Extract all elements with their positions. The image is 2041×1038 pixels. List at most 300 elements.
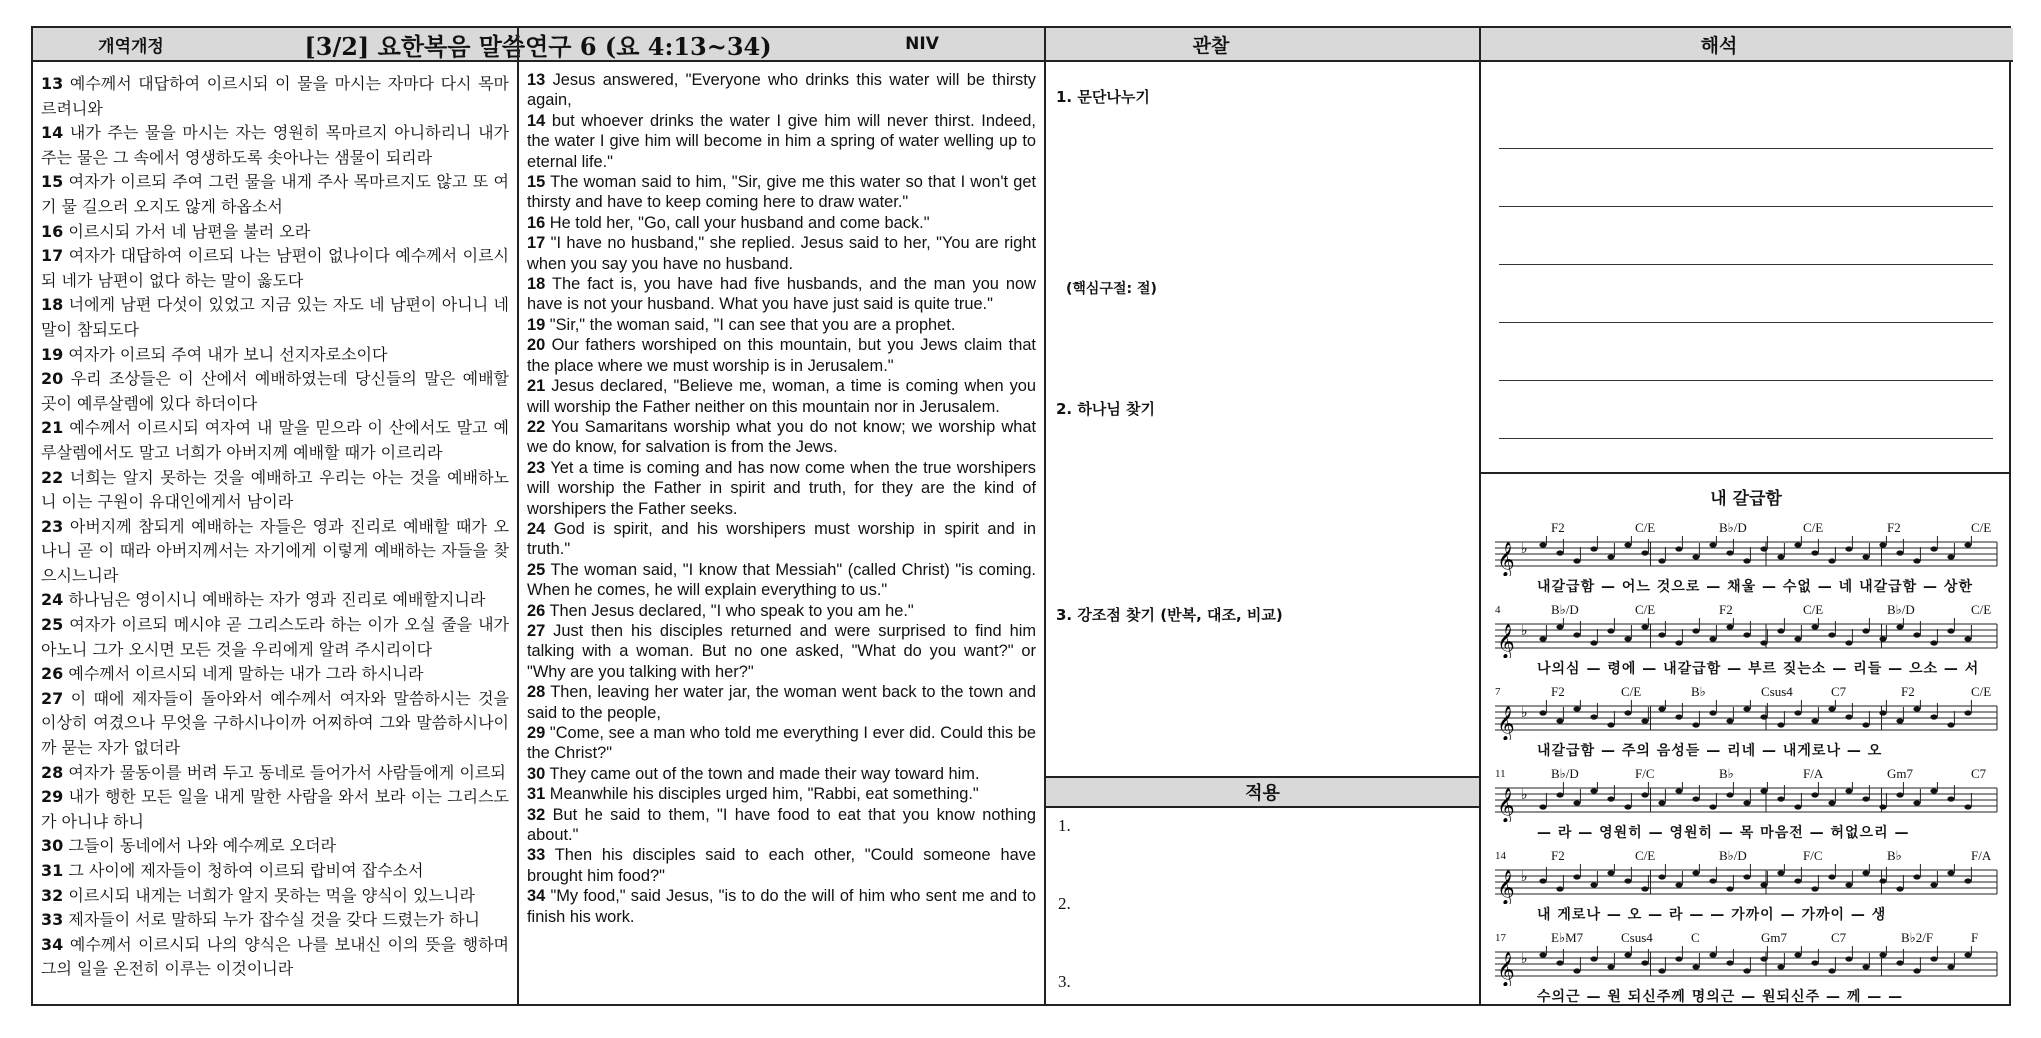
music-staff — [1481, 536, 2011, 576]
note-head — [1794, 804, 1801, 809]
note-head — [1913, 706, 1920, 711]
note-head — [1726, 718, 1733, 723]
verse-number: 28 — [41, 762, 64, 782]
verse-text: The fact is, you have had five husbands, and the man you now have is not your husband. What you have just said is quite true." — [527, 275, 1036, 314]
chord-symbol: C/E — [1971, 602, 1992, 617]
note-head — [1845, 640, 1852, 645]
verse-number: 30 — [41, 836, 64, 856]
verse-number: 25 — [41, 615, 64, 635]
emphasis-prompt: 3. 강조점 찾기 (반복, 대조, 비교) — [1056, 606, 1283, 624]
chord-symbol: B♭/D — [1887, 602, 1915, 617]
verse-number: 32 — [527, 805, 546, 824]
note-head — [1675, 640, 1682, 645]
verse-text: They came out of the town and made their way toward him. — [549, 764, 980, 783]
note-head — [1709, 878, 1716, 883]
flat-key-icon: ♭ — [1521, 705, 1528, 721]
note-head — [1930, 956, 1937, 961]
note-head — [1709, 710, 1716, 715]
music-staff — [1481, 782, 2011, 822]
note-head — [1556, 718, 1563, 723]
song-title: 내 갈급함 — [1710, 489, 1782, 509]
verse-text: 여자가 이르되 주여 내가 보니 선지자로소이다 — [68, 344, 388, 364]
note-head — [1777, 870, 1784, 875]
verse-number: 18 — [41, 295, 64, 315]
verse-text: 이 때에 제자들이 돌아와서 예수께서 여자와 말씀하시는 것을 이상히 여겼으나 무엇을 구하시나이까 어찌하여 그와 말씀하시나이까 묻는 자가 없더라 — [41, 688, 509, 758]
note-head — [1879, 804, 1886, 809]
note-head — [1641, 886, 1648, 891]
page-title: [3/2] 요한복음 말씀연구 6 (요 4:13~34) — [229, 28, 847, 62]
chord-symbol: C7 — [1831, 930, 1847, 945]
note-head — [1828, 632, 1835, 637]
interpretation-header: 해석 — [1425, 28, 2013, 62]
writing-line — [1499, 206, 1993, 207]
verse-number: 33 — [41, 910, 64, 930]
observation-column — [1046, 64, 1479, 1006]
english-verse — [527, 845, 1036, 886]
note-head — [1624, 636, 1631, 641]
korean-verse — [41, 662, 509, 687]
chord-symbol: C/E — [1803, 602, 1824, 617]
korean-verse — [41, 859, 509, 884]
note-head — [1658, 706, 1665, 711]
music-staff — [1481, 946, 2011, 986]
note-head — [1828, 706, 1835, 711]
chord-symbol: C/E — [1803, 520, 1824, 535]
note-head — [1675, 714, 1682, 719]
note-head — [1862, 870, 1869, 875]
korean-verse — [41, 687, 509, 761]
verse-text: but whoever drinks the water I give him will never thirst. Indeed, the water I give him will become in him a spring of water welling up to eternal life." — [527, 111, 1036, 171]
note-head — [1607, 554, 1614, 559]
note-head — [1743, 968, 1750, 973]
verse-text: "I have no husband," she replied. Jesus said to her, "You are right when you say you have no husband. — [527, 234, 1036, 273]
note-head — [1743, 874, 1750, 879]
note-head — [1641, 624, 1648, 629]
chord-symbol: C/E — [1621, 684, 1642, 699]
verse-number: 15 — [41, 172, 64, 192]
note-head — [1879, 710, 1886, 715]
chord-symbol: F2 — [1551, 520, 1565, 535]
music-staff — [1481, 618, 2011, 658]
note-head — [1573, 874, 1580, 879]
chord-symbol: B♭/D — [1551, 766, 1579, 781]
treble-clef-icon: 𝄞 — [1497, 952, 1515, 986]
verse-number: 16 — [527, 213, 546, 232]
flat-key-icon: ♭ — [1521, 787, 1528, 803]
note-head — [1607, 628, 1614, 633]
chord-symbol: F2 — [1719, 602, 1733, 617]
note-head — [1845, 956, 1852, 961]
chord-symbol: C/E — [1971, 520, 1992, 535]
treble-clef-icon: 𝄞 — [1497, 624, 1515, 658]
note-head — [1964, 952, 1971, 957]
korean-verse — [41, 884, 509, 909]
note-head — [1709, 952, 1716, 957]
note-head — [1862, 964, 1869, 969]
verse-number: 15 — [527, 173, 546, 192]
verse-number: 22 — [527, 417, 546, 436]
chord-symbol: C/E — [1971, 684, 1992, 699]
verse-number: 29 — [41, 787, 64, 807]
note-head — [1760, 882, 1767, 887]
music-staff — [1481, 864, 2011, 904]
note-head — [1896, 550, 1903, 555]
flat-key-icon: ♭ — [1521, 951, 1528, 967]
note-head — [1726, 624, 1733, 629]
verse-number: 28 — [527, 683, 546, 702]
verse-text: 하나님은 영이시니 예배하는 자가 영과 진리로 예배할지니라 — [68, 590, 486, 610]
note-head — [1930, 788, 1937, 793]
note-head — [1556, 792, 1563, 797]
chord-symbol: B♭ — [1719, 766, 1734, 781]
chord-symbol: C/E — [1635, 520, 1656, 535]
note-head — [1862, 554, 1869, 559]
chord-symbol: B♭2/F — [1901, 930, 1934, 945]
korean-verse — [41, 220, 509, 245]
korean-verse — [41, 244, 509, 293]
korean-verse — [41, 785, 509, 834]
note-head — [1573, 800, 1580, 805]
note-head — [1777, 554, 1784, 559]
chord-symbol: F2 — [1887, 520, 1901, 535]
verse-number: 27 — [41, 688, 64, 708]
verse-number: 17 — [41, 246, 64, 266]
note-head — [1624, 878, 1631, 883]
chord-symbol: Gm7 — [1887, 766, 1913, 781]
verse-text: Then, leaving her water jar, the woman went back to the town and said to the people, — [527, 683, 1036, 722]
note-head — [1811, 624, 1818, 629]
note-head — [1794, 710, 1801, 715]
verse-number: 13 — [527, 71, 546, 89]
note-head — [1896, 718, 1903, 723]
note-head — [1964, 878, 1971, 883]
note-head — [1726, 792, 1733, 797]
note-head — [1658, 558, 1665, 563]
paragraph-division-prompt: 1. 문단나누기 — [1056, 88, 1150, 106]
verse-text: 여자가 대답하여 이르되 나는 남편이 없나이다 예수께서 이르시되 네가 남편이 없다 하는 말이 옳도다 — [41, 246, 509, 290]
verse-number: 24 — [527, 519, 546, 538]
note-head — [1930, 882, 1937, 887]
note-head — [1743, 706, 1750, 711]
note-head — [1539, 636, 1546, 641]
note-head — [1777, 628, 1784, 633]
verse-text: You Samaritans worship what you do not know; we worship what we do know, for salvation is from the Jews. — [527, 417, 1036, 457]
korean-verse — [41, 834, 509, 859]
chord-symbol: F/C — [1635, 766, 1655, 781]
verse-text: 너희는 알지 못하는 것을 예배하고 우리는 아는 것을 예배하노니 이는 구원이 유대인에게서 남이라 — [41, 467, 509, 512]
verse-number: 22 — [41, 467, 64, 487]
korean-verse — [41, 343, 509, 368]
note-head — [1777, 796, 1784, 801]
verse-text: Our fathers worshiped on this mountain, but you Jews claim that the place where we must worship is in Jerusalem." — [527, 336, 1036, 375]
verse-number: 34 — [527, 887, 546, 906]
verse-number: 16 — [41, 221, 64, 241]
chord-symbol: Csus4 — [1621, 930, 1653, 945]
note-head — [1964, 804, 1971, 809]
note-head — [1862, 796, 1869, 801]
korean-verse — [41, 761, 509, 786]
verse-text: God is spirit, and his worshipers must worship in spirit and in truth." — [527, 519, 1036, 559]
note-head — [1590, 546, 1597, 551]
english-verse — [527, 111, 1036, 172]
note-head — [1675, 882, 1682, 887]
verse-number: 20 — [527, 336, 546, 355]
note-head — [1624, 952, 1631, 957]
note-head — [1692, 722, 1699, 727]
note-head — [1828, 800, 1835, 805]
note-head — [1692, 870, 1699, 875]
verse-text: 너에게 남편 다섯이 있었고 지금 있는 자도 네 남편이 아니니 네 말이 참되도다 — [41, 295, 510, 339]
verse-text: 그들이 동네에서 나와 예수께로 오더라 — [68, 836, 336, 856]
verse-number: 31 — [41, 861, 64, 880]
english-text-column — [519, 64, 1044, 1006]
en-version-header: NIV — [847, 28, 997, 62]
verse-number: 23 — [41, 516, 64, 536]
note-head — [1947, 554, 1954, 559]
verse-text: 예수께서 이르시되 나의 양식은 나를 보내신 이의 뜻을 행하며 그의 일을 온전히 이루는 이것이니라 — [41, 934, 509, 979]
note-head — [1641, 792, 1648, 797]
verse-number: 24 — [41, 590, 64, 610]
english-verse — [527, 764, 1036, 784]
english-verse — [527, 213, 1036, 233]
english-verse — [527, 805, 1036, 846]
verse-text: Meanwhile his disciples urged him, "Rabbi, eat something." — [549, 785, 979, 804]
verse-text: 예수께서 대답하여 이르시되 이 물을 마시는 자마다 다시 목마르려니와 — [41, 74, 509, 118]
note-head — [1862, 628, 1869, 633]
korean-verse — [41, 466, 509, 515]
note-head — [1556, 886, 1563, 891]
english-verse — [527, 682, 1036, 723]
chord-symbol: F2 — [1551, 848, 1565, 863]
verse-text: 여자가 물동이를 버려 두고 동네로 들어가서 사람들에게 이르되 — [68, 762, 506, 782]
english-verse — [527, 417, 1036, 458]
verse-text: 예수께서 이르시되 여자여 내 말을 믿으라 이 산에서도 말고 예루살렘에서도 말고 너희가 아버지께 예배할 때가 이르리라 — [41, 418, 509, 462]
note-head — [1573, 558, 1580, 563]
ko-version-header: 개역개정 — [33, 28, 229, 62]
note-head — [1879, 952, 1886, 957]
korean-verse — [41, 908, 509, 933]
verse-number: 18 — [527, 275, 546, 294]
note-head — [1709, 804, 1716, 809]
writing-line — [1499, 148, 1993, 149]
note-head — [1709, 542, 1716, 547]
english-verse — [527, 784, 1036, 804]
lyric-line: 내갈급함 — 주의 음성듣 — 리네 — 내게로나 — 오 — [1537, 743, 1883, 759]
treble-clef-icon: 𝄞 — [1497, 542, 1515, 576]
verse-number: 21 — [527, 377, 546, 396]
writing-line — [1499, 322, 1993, 323]
verse-number: 14 — [527, 111, 546, 130]
verse-number: 13 — [41, 74, 64, 93]
verse-number: 23 — [527, 458, 546, 477]
note-head — [1709, 636, 1716, 641]
measure-number: 4 — [1495, 604, 1501, 616]
note-head — [1743, 632, 1750, 637]
note-head — [1879, 878, 1886, 883]
note-head — [1947, 722, 1954, 727]
note-head — [1539, 952, 1546, 957]
note-head — [1726, 550, 1733, 555]
verse-number: 27 — [527, 621, 546, 640]
note-head — [1539, 710, 1546, 715]
korean-verse — [41, 293, 509, 342]
chord-symbol: F/A — [1803, 766, 1824, 781]
note-head — [1692, 964, 1699, 969]
english-verse — [527, 560, 1036, 601]
verse-number: 17 — [527, 234, 546, 253]
verse-text: 이르시되 가서 네 남편을 불러 오라 — [68, 221, 311, 241]
note-head — [1658, 632, 1665, 637]
verse-text: 여자가 이르되 주여 그런 물을 내게 주사 목마르지도 않고 또 여기 물 길으러 오지도 않게 하옵소서 — [41, 172, 510, 216]
note-head — [1794, 952, 1801, 957]
note-head — [1913, 558, 1920, 563]
note-head — [1726, 886, 1733, 891]
note-head — [1675, 956, 1682, 961]
note-head — [1947, 964, 1954, 969]
korean-verse — [41, 515, 509, 589]
note-head — [1607, 722, 1614, 727]
note-head — [1556, 624, 1563, 629]
note-head — [1641, 960, 1648, 965]
verse-number: 19 — [527, 315, 546, 334]
chord-symbol: Gm7 — [1761, 930, 1787, 945]
chord-symbol: F — [1971, 930, 1979, 945]
verse-number: 34 — [41, 934, 64, 954]
english-verse — [527, 519, 1036, 560]
note-head — [1539, 804, 1546, 809]
english-verse — [527, 621, 1036, 682]
note-head — [1913, 874, 1920, 879]
verse-text: He told her, "Go, call your husband and come back." — [549, 213, 930, 232]
note-head — [1947, 796, 1954, 801]
note-head — [1641, 550, 1648, 555]
sheet-music — [1481, 474, 2011, 1006]
note-head — [1896, 792, 1903, 797]
korean-verse — [41, 933, 509, 982]
note-head — [1607, 796, 1614, 801]
verse-number: 25 — [527, 560, 546, 579]
note-head — [1624, 542, 1631, 547]
verse-text: Then his disciples said to each other, "Could someone have brought him food?" — [527, 846, 1036, 885]
chord-symbol: F/A — [1971, 848, 1992, 863]
note-head — [1539, 542, 1546, 547]
note-head — [1624, 804, 1631, 809]
key-verse-prompt: (핵심구절: 절) — [1066, 281, 1157, 297]
verse-text: 내가 주는 물을 마시는 자는 영원히 목마르지 아니하리니 내가 주는 물은 그 속에서 영생하도록 솟아나는 샘물이 되리라 — [41, 123, 509, 167]
note-head — [1913, 968, 1920, 973]
writing-line — [1499, 264, 1993, 265]
verse-text: 우리 조상들은 이 산에서 예배하였는데 당신들의 말은 예배할 곳이 예루살렘에 있다 하더이다 — [41, 369, 509, 413]
verse-number: 26 — [41, 664, 64, 684]
english-verse — [527, 886, 1036, 927]
note-head — [1913, 632, 1920, 637]
note-head — [1607, 870, 1614, 875]
chord-symbol: E♭M7 — [1551, 930, 1584, 945]
note-head — [1964, 636, 1971, 641]
english-verse — [527, 70, 1036, 111]
note-head — [1760, 788, 1767, 793]
note-head — [1930, 640, 1937, 645]
verse-text: Jesus declared, "Believe me, woman, a time is coming when you will worship the Father neither on this mountain nor in Jerusalem. — [527, 377, 1036, 416]
note-head — [1692, 628, 1699, 633]
note-head — [1794, 542, 1801, 547]
observation-header: 관찰 — [997, 28, 1425, 62]
english-verse — [527, 315, 1036, 335]
note-head — [1811, 550, 1818, 555]
korean-text-column — [33, 64, 517, 1006]
note-head — [1658, 874, 1665, 879]
note-head — [1879, 542, 1886, 547]
korean-verse — [41, 367, 509, 416]
lyric-line: 나의심 — 령에 — 내갈급함 — 부르 짖는소 — 리들 — 으소 — 서 — [1537, 661, 1980, 677]
flat-key-icon: ♭ — [1521, 541, 1528, 557]
application-item-1: 1. — [1058, 816, 1071, 835]
verse-text: Jesus answered, "Everyone who drinks this water will be thirsty again, — [527, 71, 1036, 110]
treble-clef-icon: 𝄞 — [1497, 870, 1515, 904]
application-item-3: 3. — [1058, 972, 1071, 991]
note-head — [1760, 714, 1767, 719]
note-head — [1896, 624, 1903, 629]
measure-number: 11 — [1495, 768, 1506, 780]
verse-number: 29 — [527, 724, 546, 742]
worksheet-frame — [31, 26, 2011, 1006]
english-verse — [527, 458, 1036, 519]
verse-text: But he said to them, "I have food to eat that you know nothing about." — [527, 805, 1036, 845]
english-verse — [527, 376, 1036, 417]
verse-text: The woman said, "I know that Messiah" (called Christ) "is coming. When he comes, he will explain everything to us." — [527, 560, 1036, 600]
note-head — [1743, 558, 1750, 563]
measure-number: 7 — [1495, 686, 1501, 698]
chord-symbol: C/E — [1635, 848, 1656, 863]
treble-clef-icon: 𝄞 — [1497, 788, 1515, 822]
chord-symbol: F/C — [1803, 848, 1823, 863]
note-head — [1658, 800, 1665, 805]
note-head — [1556, 960, 1563, 965]
chord-symbol: C7 — [1831, 684, 1847, 699]
note-head — [1845, 788, 1852, 793]
verse-number: 31 — [527, 785, 546, 804]
measure-number: 17 — [1495, 932, 1506, 944]
chord-symbol: B♭ — [1691, 684, 1706, 699]
korean-verse — [41, 72, 509, 121]
note-head — [1845, 882, 1852, 887]
note-head — [1811, 792, 1818, 797]
note-head — [1862, 722, 1869, 727]
verse-number: 14 — [41, 123, 64, 143]
verse-number: 19 — [41, 344, 64, 364]
note-head — [1726, 960, 1733, 965]
english-verse — [527, 233, 1036, 274]
chord-symbol: B♭ — [1887, 848, 1902, 863]
note-head — [1658, 968, 1665, 973]
verse-text: Yet a time is coming and has now come when the true worshipers will worship the Father in spirit and truth, for they are the kind of worshipers the Father seeks. — [527, 458, 1036, 518]
note-head — [1828, 874, 1835, 879]
note-head — [1964, 542, 1971, 547]
english-verse — [527, 172, 1036, 213]
chord-symbol: C/E — [1635, 602, 1656, 617]
verse-number: 33 — [527, 846, 546, 865]
lyric-line: — 라 — 영원히 — 영원히 — 목 마음전 — 허없으리 — — [1537, 825, 1910, 841]
english-verse — [527, 601, 1036, 621]
note-head — [1692, 554, 1699, 559]
note-head — [1675, 788, 1682, 793]
find-god-prompt: 2. 하나님 찾기 — [1056, 400, 1156, 418]
chord-symbol: C7 — [1971, 766, 1987, 781]
note-head — [1573, 706, 1580, 711]
verse-number: 26 — [527, 601, 546, 620]
note-head — [1845, 546, 1852, 551]
chord-symbol: Csus4 — [1761, 684, 1793, 699]
